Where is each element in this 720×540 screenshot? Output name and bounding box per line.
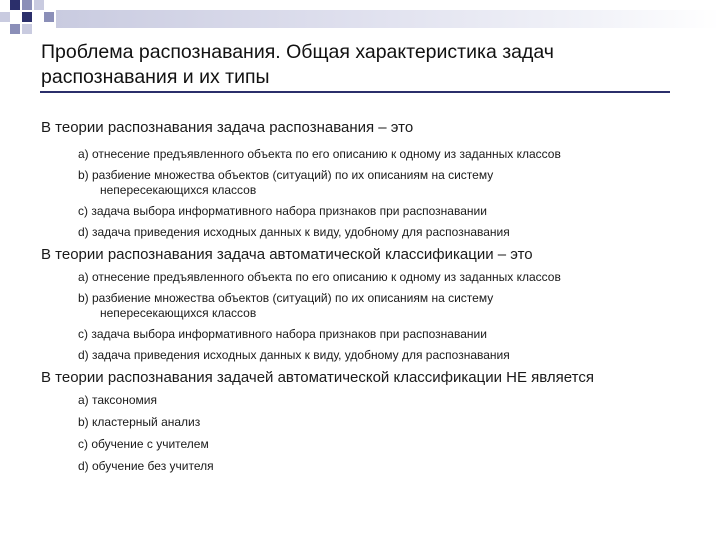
header-decoration (0, 0, 720, 40)
option-item (78, 415, 701, 430)
question-text: В теории распознавания задача автоматической классификации – это (41, 246, 533, 263)
option-text: b) разбиение множества объектов (ситуаций) по их описаниям на систему (78, 168, 494, 182)
option-item (78, 225, 701, 240)
option-text: c) задача выбора информативного набора признаков при распознавании (78, 327, 487, 341)
option-item (78, 437, 701, 452)
deco-square (22, 0, 32, 10)
option-item (78, 348, 701, 363)
slide-content (41, 118, 701, 474)
question-text: В теории распознавания задача распознавания – это (41, 119, 414, 136)
option-text: a) отнесение предъявленного объекта по его описанию к одному из заданных классов (78, 270, 561, 284)
option-item (78, 147, 701, 162)
question-text: В теории распознавания задачей автоматической классификации НЕ является (41, 369, 594, 386)
option-item (78, 270, 701, 285)
deco-square (10, 24, 20, 34)
option-item (78, 393, 701, 408)
option-text: d) обучение без учителя (78, 459, 214, 473)
question-block (41, 245, 701, 363)
option-item (78, 291, 701, 321)
option-text: d) задача приведения исходных данных к виду, удобному для распознавания (78, 225, 510, 239)
option-item (78, 327, 701, 342)
title-rule (40, 91, 670, 93)
option-item (78, 168, 701, 198)
question-block (41, 118, 701, 240)
deco-square (22, 12, 32, 22)
option-list (41, 270, 701, 363)
option-item (78, 204, 701, 219)
option-text-continued: непересекающихся классов (100, 183, 257, 197)
option-text: a) отнесение предъявленного объекта по его описанию к одному из заданных классов (78, 147, 561, 161)
option-text-continued: непересекающихся классов (100, 306, 257, 320)
deco-square (34, 0, 44, 10)
question-block (41, 368, 701, 474)
option-text: b) кластерный анализ (78, 415, 201, 429)
deco-square (10, 0, 20, 10)
slide-title: Проблема распознавания. Общая характеристика задач распознавания и их типы (41, 41, 554, 88)
option-list (41, 147, 701, 240)
deco-square (44, 12, 54, 22)
option-text: a) таксономия (78, 393, 157, 407)
deco-square (22, 24, 32, 34)
option-text: c) задача выбора информативного набора признаков при распознавании (78, 204, 487, 218)
option-text: b) разбиение множества объектов (ситуаций) по их описаниям на систему (78, 291, 494, 305)
option-text: c) обучение с учителем (78, 437, 209, 451)
header-band (56, 10, 720, 28)
option-item (78, 459, 701, 474)
option-text: d) задача приведения исходных данных к виду, удобному для распознавания (78, 348, 510, 362)
option-list (41, 393, 701, 474)
deco-square (0, 12, 10, 22)
